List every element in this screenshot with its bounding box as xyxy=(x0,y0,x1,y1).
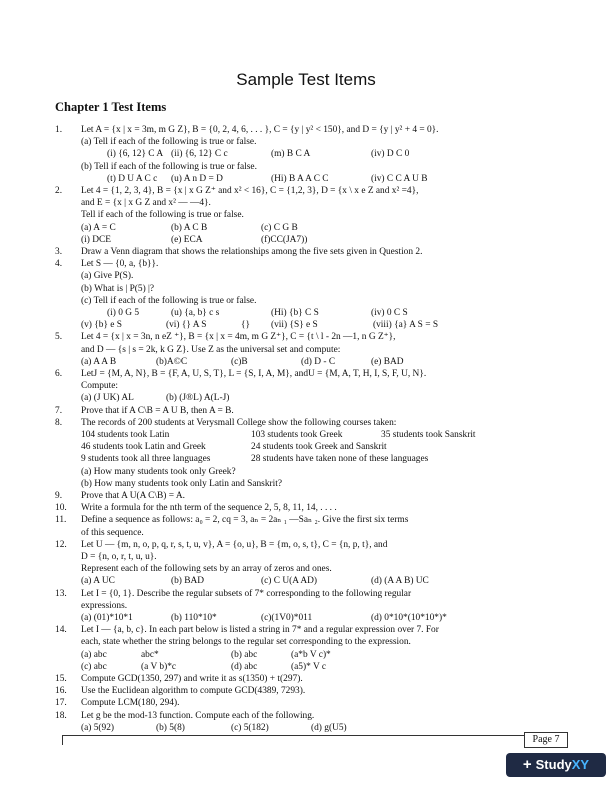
answer-options xyxy=(81,392,575,404)
question-text: Let A = {x | x = 3m, m G Z}, B = {0, 2, 4, 6, . . . }, C = {y | y² < 150}, and D = {y | y² + 4 = 0}. xyxy=(81,125,439,135)
answer-option: (b) abc xyxy=(231,649,258,660)
question-number: 12. xyxy=(55,539,67,550)
question-text: (a) Tell if each of the following is true or false. xyxy=(81,137,257,148)
answer-options xyxy=(81,307,575,319)
answer-options xyxy=(81,319,575,331)
answer-option: (u) A n D = D xyxy=(171,173,223,184)
badge-accent: XY xyxy=(571,757,590,772)
question-text: Compute LCM(180, 294). xyxy=(81,698,180,709)
answer-options xyxy=(81,661,575,673)
question-item xyxy=(55,685,575,697)
question-text: Let 4 = {x | x = 3n, n eZ ⁺}, B = {x | x = 4m, m G Z⁺}, C = {t \ l - 2n —1, n G Z⁺}, xyxy=(81,332,396,343)
question-item xyxy=(55,185,575,246)
answer-option: (c) 5(182) xyxy=(231,722,269,733)
answer-option: (d) g(U5) xyxy=(311,722,347,733)
question-text: (a) Give P(S). xyxy=(81,271,134,282)
answer-option: (i) {6, 12} C A xyxy=(107,149,164,160)
question-item xyxy=(55,417,575,490)
answer-option: {} xyxy=(241,320,250,331)
question-text: and E = {x | x G Z and x² — —4}. xyxy=(81,198,211,209)
answer-option: (m) B C A xyxy=(271,149,311,160)
question-item xyxy=(55,490,575,502)
answer-option: (ii) {6, 12} C c xyxy=(171,149,228,160)
answer-option: (d) (A A B) UC xyxy=(371,576,429,587)
question-text: (a) How many students took only Greek? xyxy=(81,466,236,477)
answer-option: (d) abc xyxy=(231,661,258,672)
question-item xyxy=(55,368,575,405)
answer-options xyxy=(81,222,575,234)
question-text: (b) How many students took only Latin and Sanskrit? xyxy=(81,478,283,489)
question-text: Let 4 = {1, 2, 3, 4}, B = {x | x G Z⁺ and x² < 16}, C = {1,2, 3}, D = {x \ x e Z and x² =4}, xyxy=(81,185,419,196)
answer-option: (a) A A B xyxy=(81,356,117,367)
question-number: 3. xyxy=(55,246,63,257)
answer-option: (a5)* V c xyxy=(291,661,327,672)
chapter-heading: Chapter 1 Test Items xyxy=(55,100,167,114)
answer-option: (a*b V c)* xyxy=(291,649,331,660)
answer-option: (vi) {} A S xyxy=(166,320,207,331)
question-number: 10. xyxy=(55,503,67,514)
answer-option: (e) ECA xyxy=(171,234,203,245)
answer-option: (d) 0*10*(10*10*)* xyxy=(371,612,447,623)
answer-options xyxy=(81,234,575,246)
question-text: Write a formula for the nth term of the sequence 2, 5, 8, 11, 14, . . . . xyxy=(81,503,337,514)
answer-option: (a) A UC xyxy=(81,576,115,587)
question-number: 1. xyxy=(55,125,63,135)
answer-option: (c)(1V0)*011 xyxy=(261,612,313,623)
badge-label: Study xyxy=(535,757,572,772)
answer-option: (b)A©C xyxy=(156,356,188,367)
answer-option: (d) D - C xyxy=(301,356,336,367)
question-text: expressions. xyxy=(81,600,128,611)
page-title: Sample Test Items xyxy=(236,70,376,89)
question-number: 4. xyxy=(55,259,63,270)
answer-option: (iv) C C A U B xyxy=(371,173,428,184)
answer-options xyxy=(81,722,575,734)
question-item xyxy=(55,124,575,185)
question-number: 7. xyxy=(55,405,63,416)
answer-option: 35 students took Sanskrit xyxy=(381,429,476,440)
answer-option: 46 students took Latin and Greek xyxy=(81,442,206,453)
answer-option: (a) (J UK) AL xyxy=(81,393,134,404)
page-number: Page 7 xyxy=(524,732,568,748)
answer-option: 28 students have taken none of these languages xyxy=(251,454,429,465)
question-item xyxy=(55,246,575,258)
question-text: Define a sequence as follows: a₀ = 2, cq = 3, aₙ = 2aₙ ₁ —Saₙ ₂. Give the first six terms xyxy=(81,515,409,526)
answer-option: (a) 5(92) xyxy=(81,722,115,733)
question-item xyxy=(55,539,575,588)
question-number: 5. xyxy=(55,332,63,343)
question-text: (c) Tell if each of the following is true or false. xyxy=(81,295,257,306)
answer-option: (b) (J®L) A(L-J) xyxy=(166,393,230,404)
answer-options xyxy=(81,612,575,624)
answer-option: (a) A = C xyxy=(81,222,116,233)
answer-option: (b) BAD xyxy=(171,576,205,587)
question-number: 2. xyxy=(55,185,63,196)
answer-option: (v) {b} e S xyxy=(81,320,123,331)
question-number: 9. xyxy=(55,490,63,501)
question-text: Let U — {m, n, o, p, q, r, s, t, u, v}, A = {o, u}, B = {m, o, s, t}, C = {n, p, t}, and xyxy=(81,539,388,550)
answer-option: 104 students took Latin xyxy=(81,429,170,440)
question-text: Compute GCD(1350, 297) and write it as s(1350) + t(297). xyxy=(81,673,303,684)
question-text: LetJ = {M, A, N}, B = {F, A, U, S, T}, L = {S, I, A, M}, andU = {M, A, T, H, I, S, F, U, N}. xyxy=(81,368,427,379)
question-text: Prove that if A C\B = A U B, then A = B. xyxy=(81,405,234,416)
answer-options xyxy=(81,453,575,465)
studyxy-badge[interactable] xyxy=(506,753,606,777)
answer-options xyxy=(81,173,575,185)
question-number: 6. xyxy=(55,368,63,379)
question-item xyxy=(55,588,575,625)
answer-options xyxy=(81,148,575,160)
question-text: D = {n, o, r, t, u, u}. xyxy=(81,551,157,562)
answer-option: (c) abc xyxy=(81,661,107,672)
question-text: Let I — {a, b, c}. In each part below is listed a string in 7* and a regular expression over 7. For xyxy=(81,625,439,636)
answer-option: (c)B xyxy=(231,356,248,367)
question-list xyxy=(55,124,575,734)
answer-option: (a) abc xyxy=(81,649,107,660)
answer-option: 103 students took Greek xyxy=(251,429,343,440)
question-text: each, state whether the string belongs to the regular set corresponding to the expression. xyxy=(81,637,411,648)
question-text: Draw a Venn diagram that shows the relationships among the five sets given in Question 2. xyxy=(81,246,423,257)
answer-option: (f)CC(JA7)) xyxy=(261,234,308,245)
answer-options xyxy=(81,649,575,661)
question-item xyxy=(55,331,575,368)
question-item xyxy=(55,624,575,673)
answer-option: (i) DCE xyxy=(81,234,111,245)
answer-options xyxy=(81,441,575,453)
answer-option: (Hi) {b} C S xyxy=(271,307,319,318)
answer-option: (iv) D C 0 xyxy=(371,149,410,160)
question-text: Let I = {0, 1}. Describe the regular subsets of 7* corresponding to the following regular xyxy=(81,588,412,599)
answer-options xyxy=(81,429,575,441)
question-number: 17. xyxy=(55,698,67,709)
answer-option: (b) 110*10* xyxy=(171,612,217,623)
answer-option: (Hi) B A A C C xyxy=(271,173,329,184)
question-number: 18. xyxy=(55,710,67,721)
footer-rule-tick xyxy=(62,735,63,745)
question-text: and D — {s | s = 2k, k G Z}. Use Z as the universal set and compute: xyxy=(81,344,341,355)
question-text: Tell if each of the following is true or false. xyxy=(81,210,244,221)
question-text: Use the Euclidean algorithm to compute GCD(4389, 7293). xyxy=(81,686,306,697)
question-text: (b) Tell if each of the following is true or false. xyxy=(81,161,257,172)
plus-icon: + xyxy=(522,756,532,773)
answer-option: (c) C U(A AD) xyxy=(261,576,317,587)
answer-option: (iv) 0 C S xyxy=(371,307,408,318)
question-item xyxy=(55,405,575,417)
question-text: Compute: xyxy=(81,381,118,392)
answer-option: 9 students took all three languages xyxy=(81,454,211,465)
answer-option: (u) {a, b} c s xyxy=(171,307,220,318)
question-number: 14. xyxy=(55,625,67,636)
question-item xyxy=(55,502,575,514)
answer-option: 24 students took Greek and Sanskrit xyxy=(251,442,387,453)
question-text: The records of 200 students at Verysmall College show the following courses taken: xyxy=(81,417,397,428)
question-number: 8. xyxy=(55,417,63,428)
answer-options xyxy=(81,575,575,587)
answer-option: (t) D U A C c xyxy=(107,173,158,184)
answer-option: abc* xyxy=(141,649,159,660)
answer-option: (e) BAD xyxy=(371,356,404,367)
question-item xyxy=(55,697,575,709)
question-item xyxy=(55,710,575,734)
question-item xyxy=(55,258,575,331)
question-number: 11. xyxy=(55,515,67,526)
question-number: 16. xyxy=(55,686,67,697)
question-item xyxy=(55,514,575,538)
footer-rule xyxy=(62,735,567,736)
answer-option: (vii) {S} e S xyxy=(271,320,318,331)
answer-option: (a) (01)*10*1 xyxy=(81,612,133,623)
question-text: Prove that A U(A C\B) = A. xyxy=(81,490,185,501)
question-number: 15. xyxy=(55,673,67,684)
answer-option: (c) C G B xyxy=(261,222,298,233)
question-text: Represent each of the following sets by an array of zeros and ones. xyxy=(81,564,332,575)
question-text: (b) What is | P(5) |? xyxy=(81,283,155,294)
answer-option: (a V b)*c xyxy=(141,661,177,672)
question-text: of this sequence. xyxy=(81,527,144,538)
question-number: 13. xyxy=(55,588,67,599)
question-text: Let g be the mod-13 function. Compute each of the following. xyxy=(81,710,315,721)
question-text: Let S — {0, a, {b}}. xyxy=(81,259,159,270)
question-item xyxy=(55,673,575,685)
answer-options xyxy=(81,356,575,368)
answer-option: (viii) {a} A S = S xyxy=(373,320,439,331)
answer-option: (b) 5(8) xyxy=(156,722,185,733)
answer-option: (b) A C B xyxy=(171,222,208,233)
answer-option: (i) 0 G 5 xyxy=(107,307,140,318)
